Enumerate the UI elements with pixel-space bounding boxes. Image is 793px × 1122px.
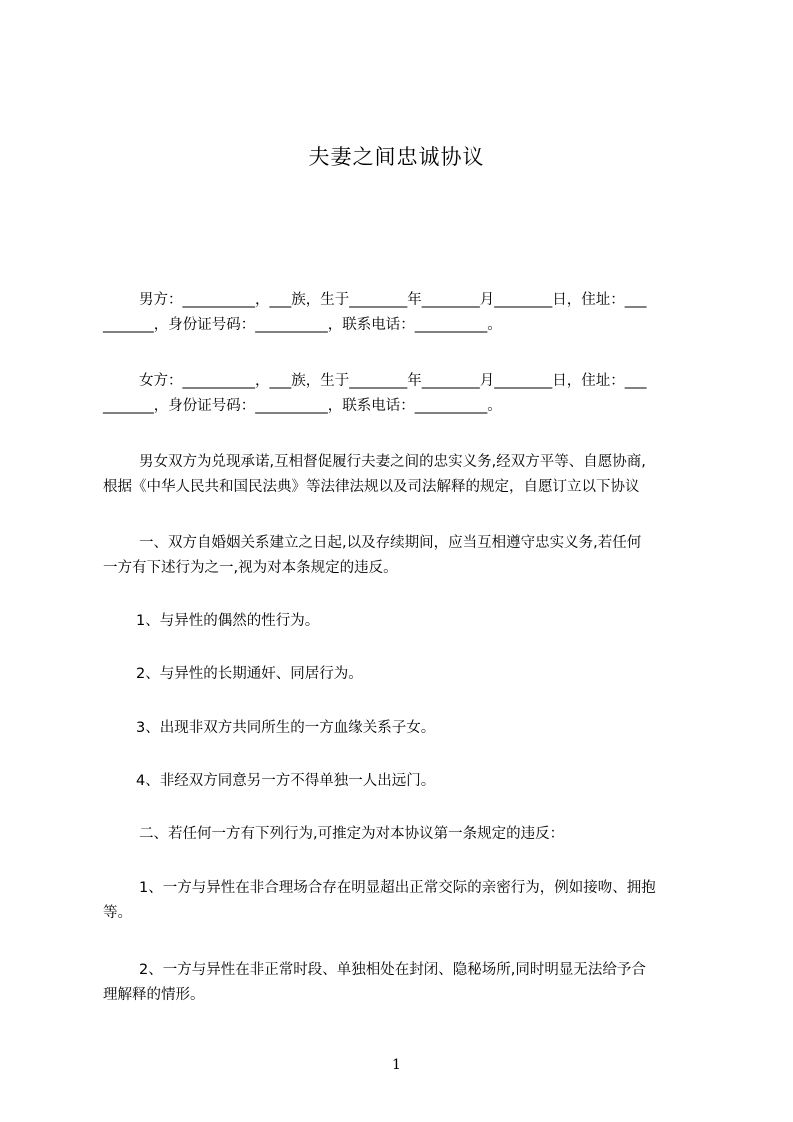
article-two-text: 二、若任何一方有下列行为,可推定为对本协议第一条规定的违反：: [139, 826, 565, 842]
article-one-paragraph: [103, 531, 707, 581]
article-one-line-1: 一、双方自婚姻关系建立之日起,以及存续期间，应当互相遵守忠实义务,若任何: [139, 535, 642, 551]
sub-item-2-paragraph: [103, 958, 707, 1008]
item-3-text: 3、出现非双方共同所生的一方血缘关系子女。: [136, 720, 436, 736]
male-party-line-1: 男方：__________，___族，生于________年________月________日，住址：___: [139, 292, 647, 308]
sub-item-2-line-1: 2、一方与异性在非正常时段、单独相处在封闭、隐秘场所,同时明显无法给予合: [139, 962, 646, 978]
item-2-text: 2、与异性的长期通奸、同居行为。: [136, 666, 363, 682]
male-party-line-2: _______，身份证号码：__________，联系电话：__________。: [103, 317, 502, 333]
item-1-text: 1、与异性的偶然的性行为。: [136, 613, 320, 629]
male-party-paragraph: [103, 288, 707, 338]
page-number: 1: [392, 1057, 401, 1073]
sub-item-1-line-1: 1、一方与异性在非合理场合存在明显超出正常交际的亲密行为，例如接吻、拥抱: [139, 880, 656, 896]
article-one-line-2: 一方有下述行为之一,视为对本条规定的违反。: [103, 560, 398, 576]
female-party-line-1: 女方：__________，___族，生于________年________月________日，住址：___: [139, 373, 647, 389]
page-title: 夫妻之间忠诚协议: [308, 145, 485, 169]
item-4-text: 4、非经双方同意另一方不得单独一人出远门。: [136, 773, 436, 789]
female-party-paragraph: [103, 369, 707, 419]
article-two-paragraph: [103, 822, 707, 847]
sub-item-2-line-2: 理解释的情形。: [103, 987, 205, 1003]
female-party-line-2: _______，身份证号码：__________，联系电话：__________。: [103, 398, 502, 414]
sub-item-1-line-2: 等。: [103, 905, 132, 921]
list-item: [103, 609, 707, 634]
sub-item-1-paragraph: [103, 876, 707, 926]
preamble-paragraph: [103, 450, 707, 500]
list-item: [103, 769, 707, 794]
list-item: [103, 716, 707, 741]
preamble-line-2: 根据《中华人民共和国民法典》等法律法规以及司法解释的规定，自愿订立以下协议: [103, 479, 640, 495]
list-item: [103, 662, 707, 687]
preamble-line-1: 男女双方为兑现承诺,互相督促履行夫妻之间的忠实义务,经双方平等、自愿协商,: [139, 454, 646, 470]
